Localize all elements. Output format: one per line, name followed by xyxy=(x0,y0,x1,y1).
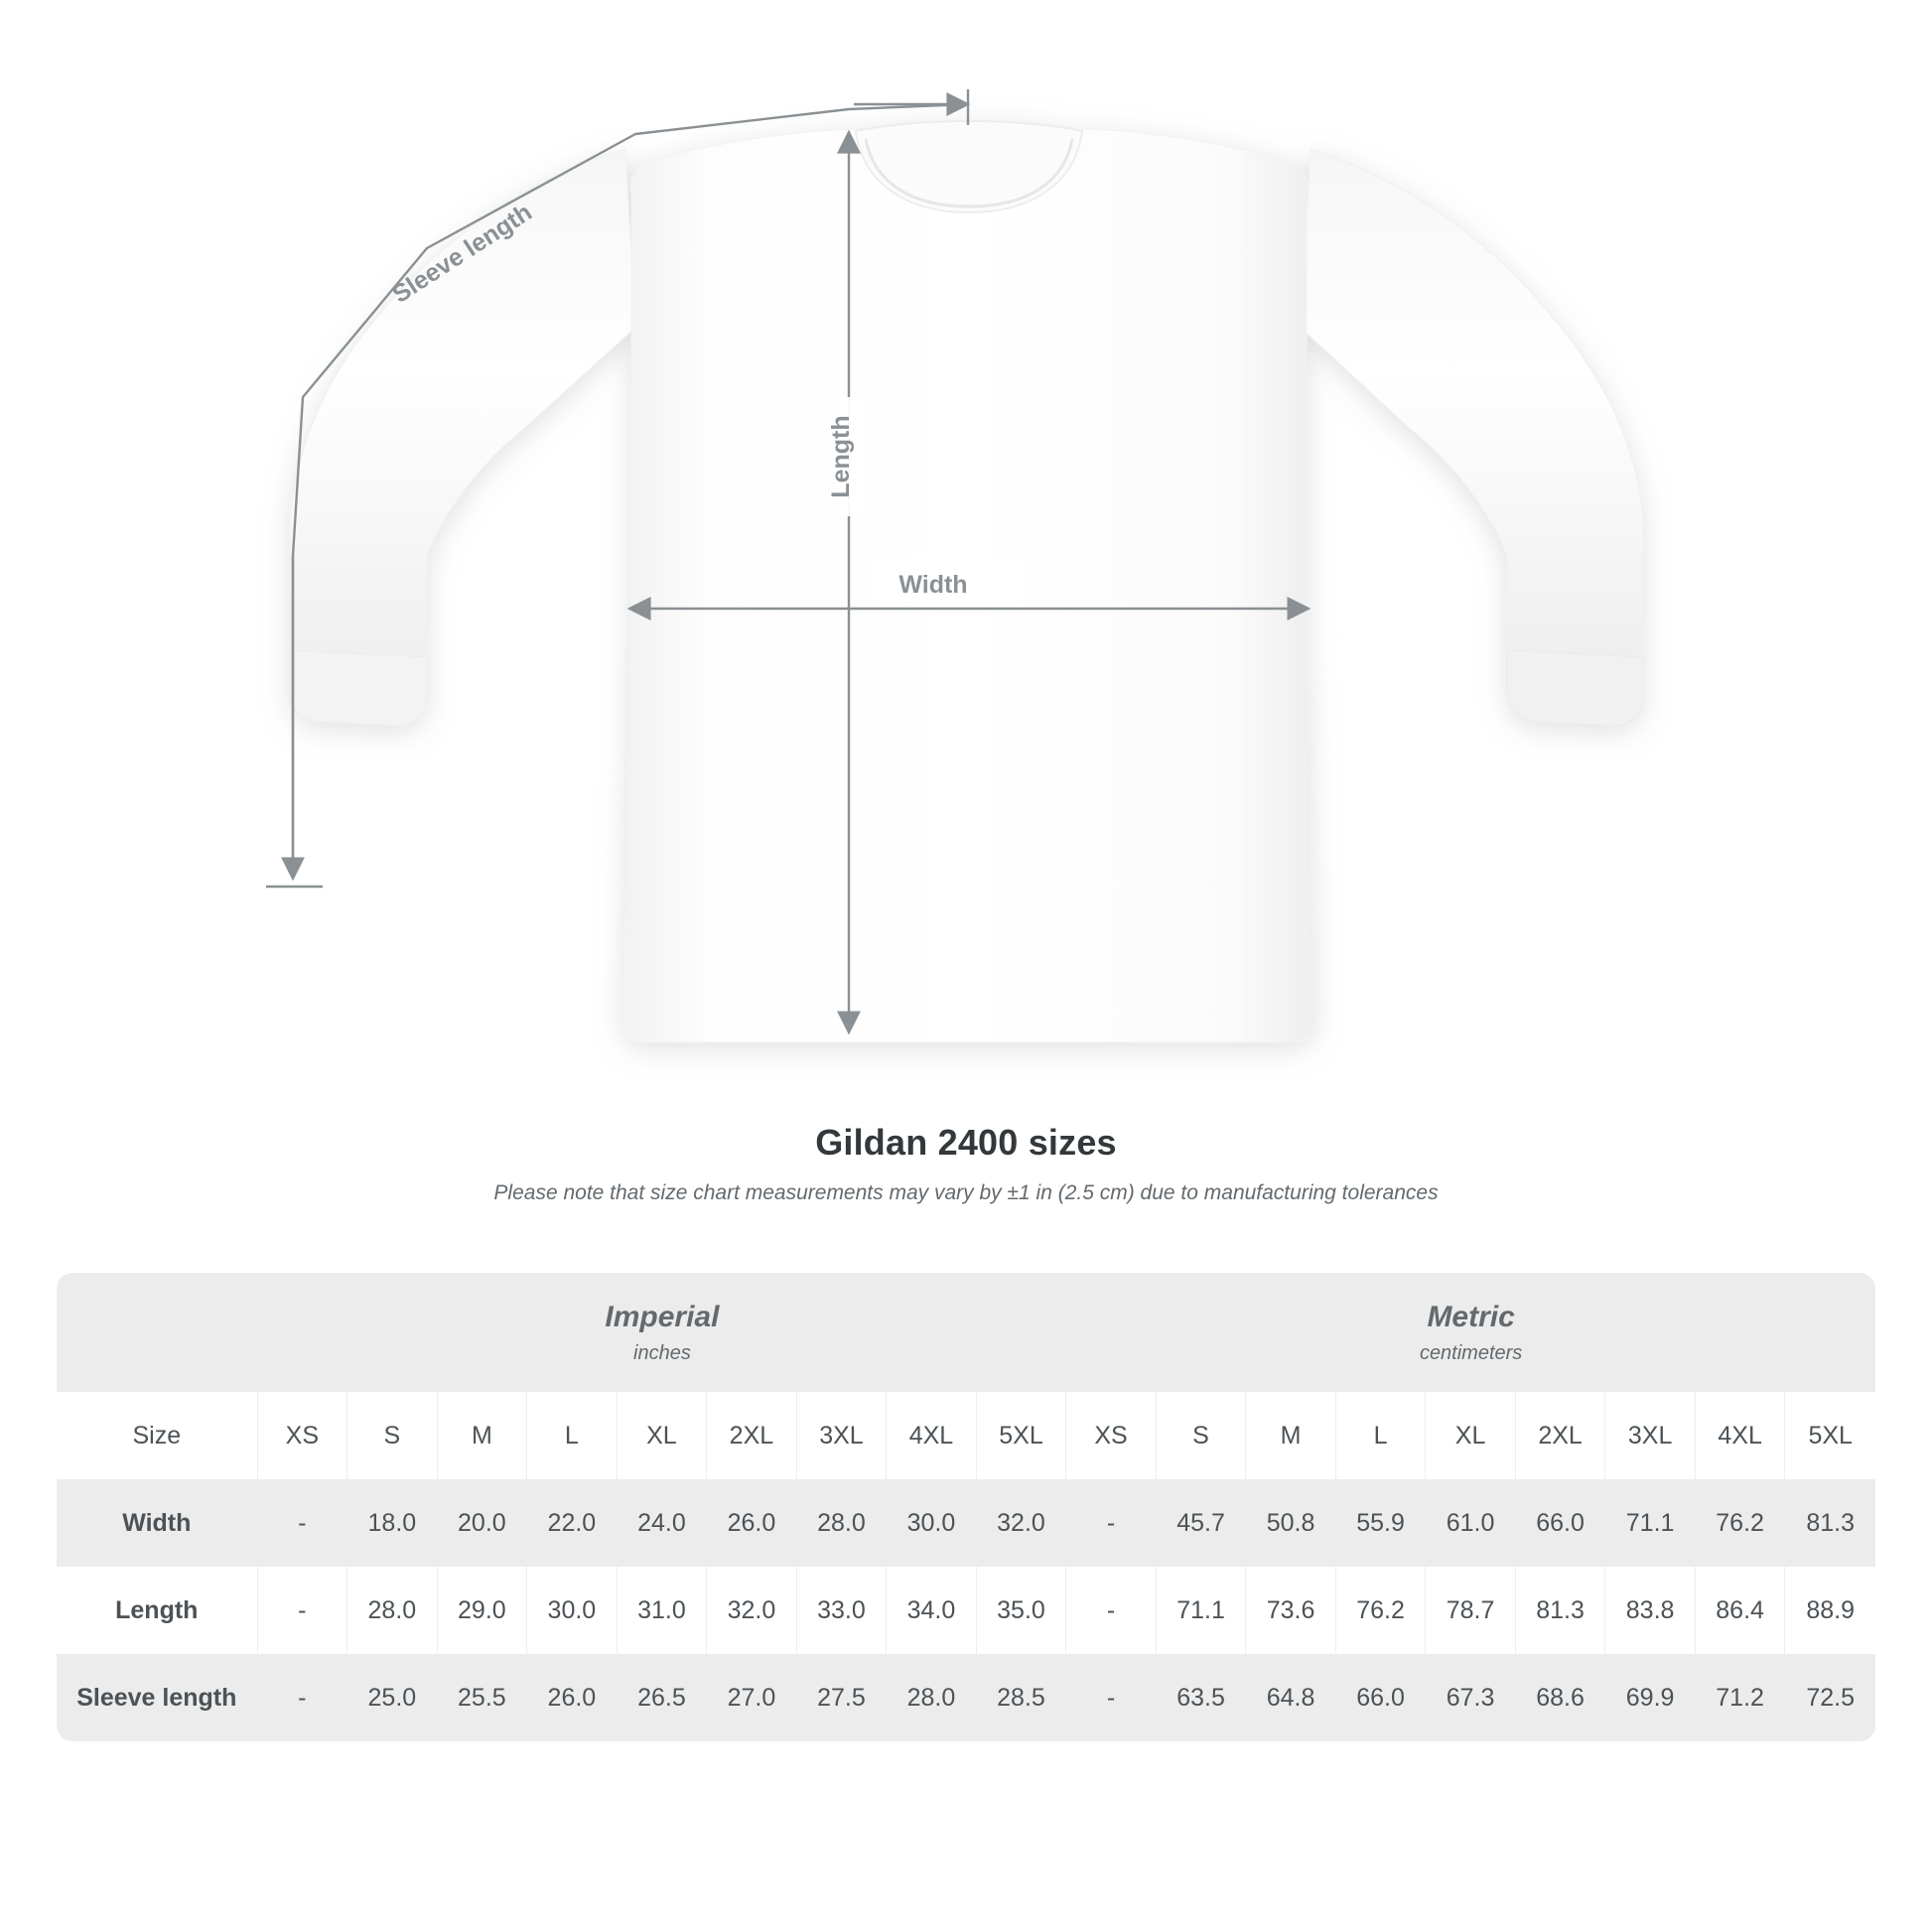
unit-header-row xyxy=(57,1273,1875,1392)
size-col-2xl-imperial: 2XL xyxy=(707,1392,797,1479)
row-label-sleeve-length: Sleeve length xyxy=(57,1654,258,1741)
cell: 32.0 xyxy=(707,1567,797,1654)
size-table-wrap xyxy=(57,1273,1875,1741)
cell: 76.2 xyxy=(1336,1567,1427,1654)
size-col-xl-imperial: XL xyxy=(618,1392,708,1479)
page-subtitle: Please note that size chart measurements may vary by ±1 in (2.5 cm) due to manufacturing tolerances xyxy=(493,1181,1439,1204)
cell: 55.9 xyxy=(1336,1479,1427,1567)
sleeve-length-label: Sleeve length xyxy=(387,198,537,309)
size-col-4xl-imperial: 4XL xyxy=(887,1392,977,1479)
unit-header-imperial xyxy=(258,1273,1067,1392)
unit-imperial-sub: inches xyxy=(633,1341,691,1364)
cell: 81.3 xyxy=(1516,1567,1606,1654)
cell: 71.2 xyxy=(1696,1654,1786,1741)
width-label: Width xyxy=(898,571,968,599)
table-row xyxy=(57,1567,1875,1654)
size-col-s-imperial: S xyxy=(347,1392,438,1479)
cell: 27.5 xyxy=(797,1654,888,1741)
cell: 86.4 xyxy=(1696,1567,1786,1654)
cell: 27.0 xyxy=(707,1654,797,1741)
cell: - xyxy=(1066,1654,1157,1741)
cell: 28.5 xyxy=(977,1654,1067,1741)
cell: 73.6 xyxy=(1246,1567,1336,1654)
size-col-l-imperial: L xyxy=(527,1392,618,1479)
size-header-row xyxy=(57,1392,1875,1479)
cell: 68.6 xyxy=(1516,1654,1606,1741)
cell: 32.0 xyxy=(977,1479,1067,1567)
cell: 63.5 xyxy=(1157,1654,1247,1741)
table-row xyxy=(57,1479,1875,1567)
cell: 28.0 xyxy=(797,1479,888,1567)
size-col-m-metric: M xyxy=(1246,1392,1336,1479)
cell: 35.0 xyxy=(977,1567,1067,1654)
size-col-5xl-imperial: 5XL xyxy=(977,1392,1067,1479)
cell: 29.0 xyxy=(438,1567,528,1654)
cell: 20.0 xyxy=(438,1479,528,1567)
size-col-3xl-metric: 3XL xyxy=(1605,1392,1696,1479)
cell: 45.7 xyxy=(1157,1479,1247,1567)
size-table xyxy=(57,1273,1875,1741)
cell: 78.7 xyxy=(1426,1567,1516,1654)
cell: 28.0 xyxy=(887,1654,977,1741)
cell: 22.0 xyxy=(527,1479,618,1567)
cell: 50.8 xyxy=(1246,1479,1336,1567)
cell: 34.0 xyxy=(887,1567,977,1654)
cell: 33.0 xyxy=(797,1567,888,1654)
cell: 26.0 xyxy=(707,1479,797,1567)
cell: - xyxy=(1066,1479,1157,1567)
size-col-xs-imperial: XS xyxy=(258,1392,348,1479)
cell: 25.5 xyxy=(438,1654,528,1741)
row-label-length: Length xyxy=(57,1567,258,1654)
size-col-xl-metric: XL xyxy=(1426,1392,1516,1479)
cell: 64.8 xyxy=(1246,1654,1336,1741)
cell: 66.0 xyxy=(1336,1654,1427,1741)
unit-metric-sub: centimeters xyxy=(1419,1341,1523,1364)
size-col-xs-metric: XS xyxy=(1066,1392,1157,1479)
cell: 28.0 xyxy=(347,1567,438,1654)
cell: 71.1 xyxy=(1605,1479,1696,1567)
size-col-l-metric: L xyxy=(1336,1392,1427,1479)
cell: 26.5 xyxy=(618,1654,708,1741)
unit-imperial-name: Imperial xyxy=(605,1300,720,1333)
cell: 76.2 xyxy=(1696,1479,1786,1567)
cell: 30.0 xyxy=(887,1479,977,1567)
size-col-m-imperial: M xyxy=(438,1392,528,1479)
size-col-4xl-metric: 4XL xyxy=(1696,1392,1786,1479)
unit-header-blank xyxy=(57,1273,258,1392)
cell: 66.0 xyxy=(1516,1479,1606,1567)
unit-metric-name: Metric xyxy=(1427,1300,1515,1333)
cell: - xyxy=(258,1479,348,1567)
size-col-2xl-metric: 2XL xyxy=(1516,1392,1606,1479)
cell: - xyxy=(258,1654,348,1741)
cell: 88.9 xyxy=(1785,1567,1875,1654)
cell: 18.0 xyxy=(347,1479,438,1567)
cell: 72.5 xyxy=(1785,1654,1875,1741)
size-col-5xl-metric: 5XL xyxy=(1785,1392,1875,1479)
unit-header-metric xyxy=(1066,1273,1875,1392)
size-header-label: Size xyxy=(57,1392,258,1479)
cell: 26.0 xyxy=(527,1654,618,1741)
cell: 71.1 xyxy=(1157,1567,1247,1654)
cell: 24.0 xyxy=(618,1479,708,1567)
cell: 25.0 xyxy=(347,1654,438,1741)
table-row xyxy=(57,1654,1875,1741)
cell: 61.0 xyxy=(1426,1479,1516,1567)
row-label-width: Width xyxy=(57,1479,258,1567)
cell: 83.8 xyxy=(1605,1567,1696,1654)
cell: 67.3 xyxy=(1426,1654,1516,1741)
cell: 31.0 xyxy=(618,1567,708,1654)
page-title: Gildan 2400 sizes xyxy=(815,1122,1117,1163)
cell: 30.0 xyxy=(527,1567,618,1654)
cell: 69.9 xyxy=(1605,1654,1696,1741)
cell: 81.3 xyxy=(1785,1479,1875,1567)
length-label: Length xyxy=(827,415,855,498)
cell: - xyxy=(258,1567,348,1654)
size-col-s-metric: S xyxy=(1157,1392,1247,1479)
cell: - xyxy=(1066,1567,1157,1654)
size-col-3xl-imperial: 3XL xyxy=(797,1392,888,1479)
title-block xyxy=(0,1122,1932,1205)
